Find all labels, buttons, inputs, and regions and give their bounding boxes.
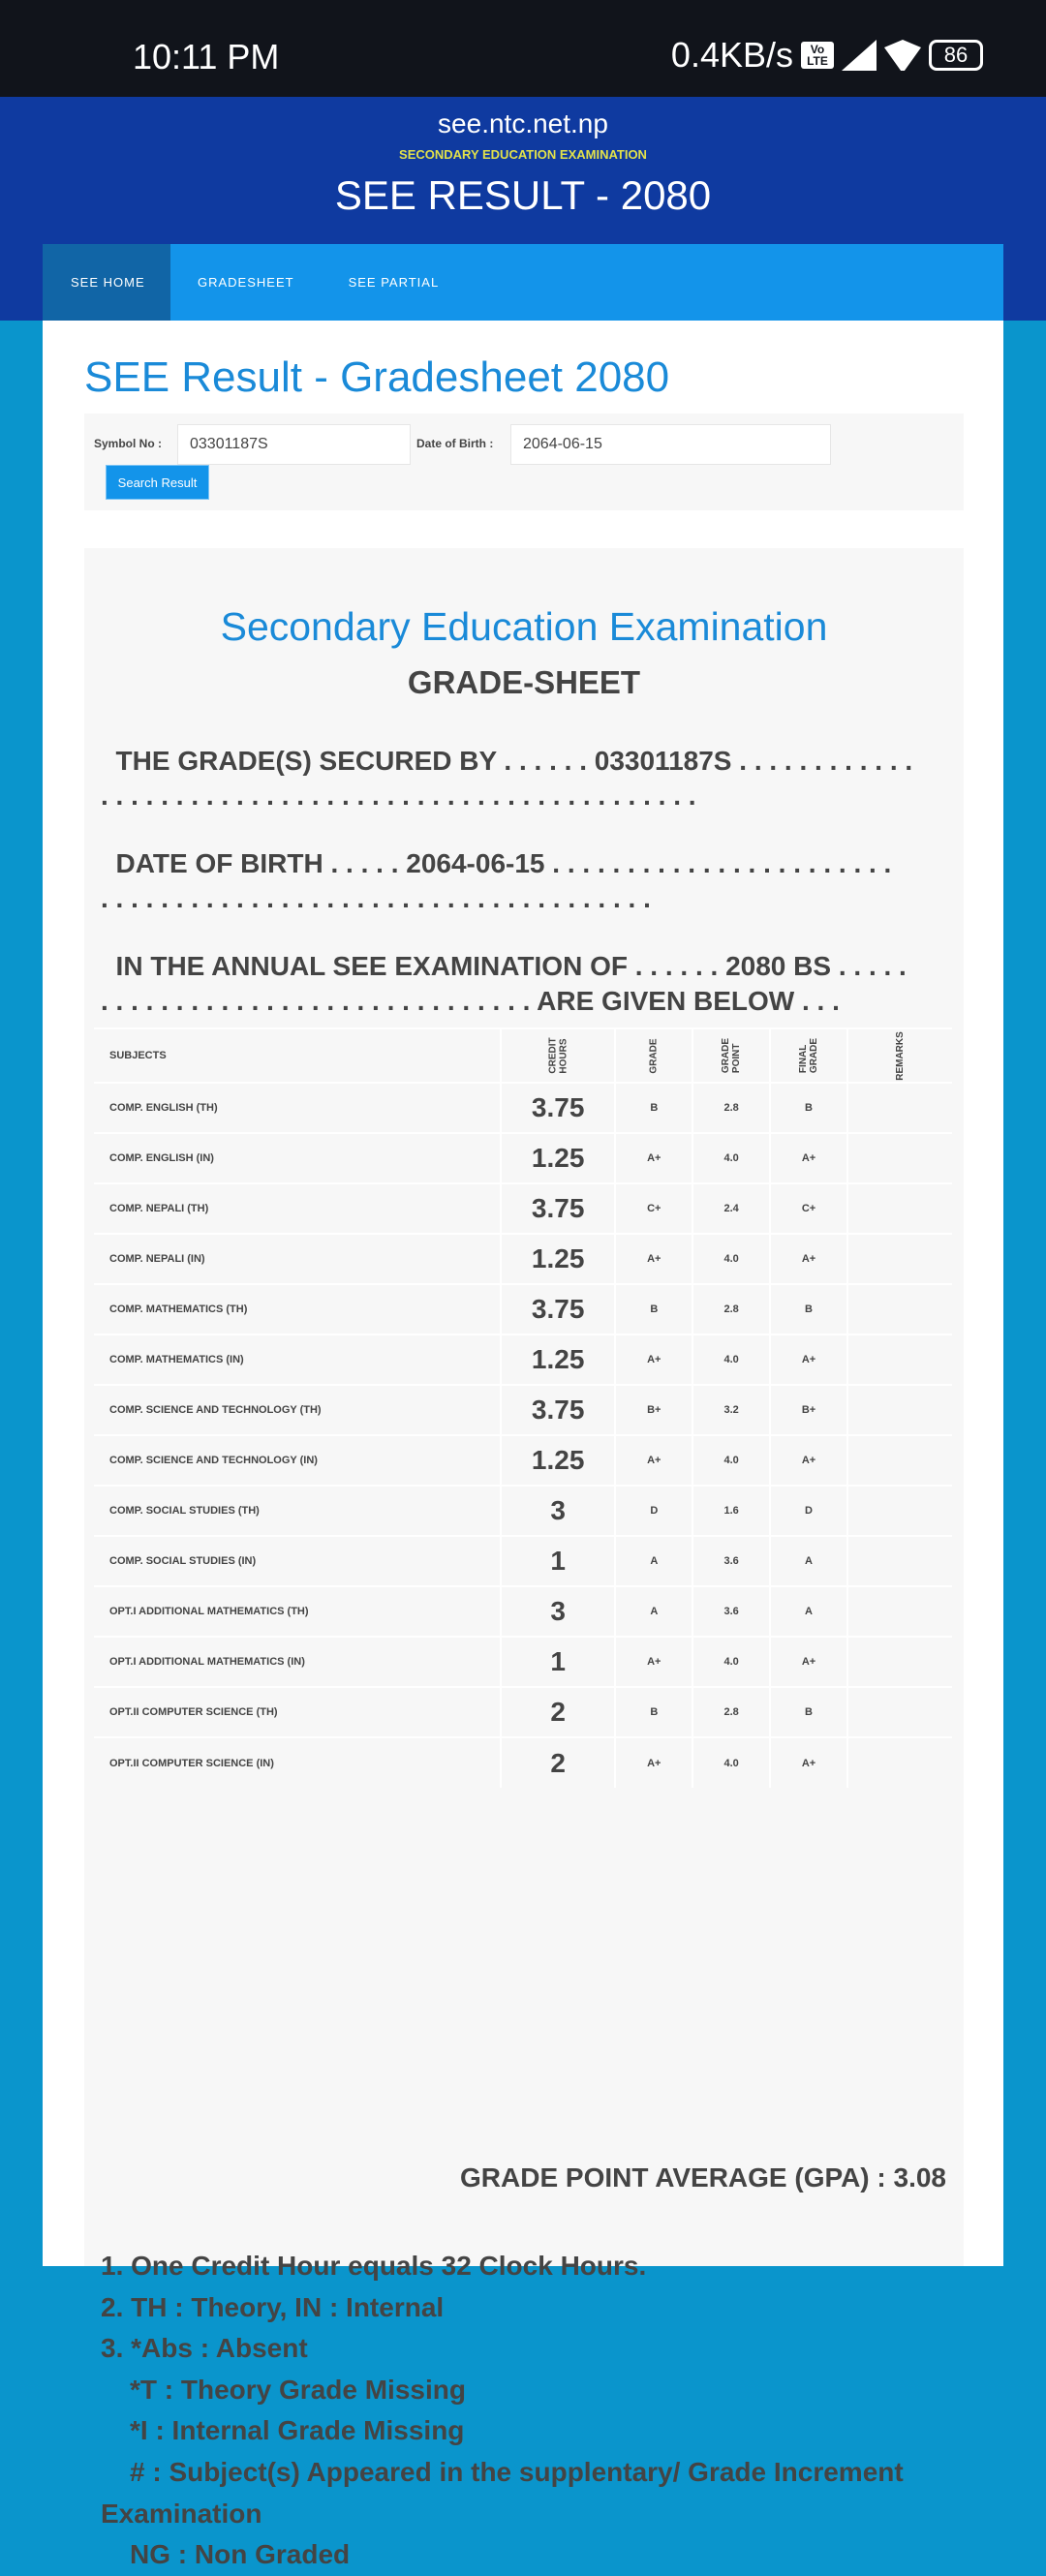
note-line: # : Subject(s) Appeared in the supplentary/ Grade Increment — [130, 2456, 904, 2487]
remarks-cell — [847, 1435, 952, 1486]
subject-cell: COMP. ENGLISH (TH) — [94, 1083, 501, 1133]
column-header — [501, 1028, 615, 1083]
network-speed: 0.4KB/s — [670, 35, 793, 75]
grade-point-cell: 4.0 — [692, 1234, 770, 1284]
final-grade-cell: A+ — [770, 1334, 847, 1385]
grade-point-cell: 3.6 — [692, 1586, 770, 1637]
table-row — [94, 1083, 952, 1133]
grade-point-cell: 2.4 — [692, 1183, 770, 1234]
grade-cell: B — [615, 1284, 692, 1334]
remarks-cell — [847, 1737, 952, 1788]
notes — [101, 2246, 904, 2576]
subject-cell: COMP. MATHEMATICS (IN) — [94, 1334, 501, 1385]
remarks-cell — [847, 1284, 952, 1334]
grade-point-cell: 4.0 — [692, 1334, 770, 1385]
remarks-cell — [847, 1486, 952, 1536]
remarks-cell — [847, 1687, 952, 1737]
grade-cell: A+ — [615, 1334, 692, 1385]
note-line: 3. *Abs : Absent — [101, 2333, 308, 2364]
battery-icon: 86 — [929, 40, 983, 71]
grade-cell: B+ — [615, 1385, 692, 1435]
column-header — [847, 1028, 952, 1083]
nav-see-home[interactable]: SEE HOME — [43, 244, 170, 321]
remarks-cell — [847, 1183, 952, 1234]
grade-cell: B — [615, 1083, 692, 1133]
gpa: GRADE POINT AVERAGE (GPA) : 3.08 — [460, 2162, 946, 2193]
final-grade-cell: A+ — [770, 1435, 847, 1486]
remarks-cell — [847, 1083, 952, 1133]
table-row — [94, 1435, 952, 1486]
subject-cell: OPT.I ADDITIONAL MATHEMATICS (IN) — [94, 1637, 501, 1687]
credit-hours-cell: 1.25 — [501, 1234, 615, 1284]
credit-hours-cell: 1.25 — [501, 1133, 615, 1183]
grade-cell: A+ — [615, 1435, 692, 1486]
remarks-cell — [847, 1133, 952, 1183]
table-row — [94, 1586, 952, 1637]
grade-cell: A+ — [615, 1133, 692, 1183]
wifi-icon — [884, 40, 921, 71]
column-header — [94, 1028, 501, 1083]
grade-cell: A — [615, 1536, 692, 1586]
grade-point-cell: 4.0 — [692, 1435, 770, 1486]
column-header-label: GRADE POINT — [721, 1037, 743, 1074]
subject-cell: COMP. SOCIAL STUDIES (IN) — [94, 1536, 501, 1586]
sheet-heading: Secondary Education Examination — [220, 604, 828, 649]
status-bar — [0, 0, 1046, 97]
note-line: 1. One Credit Hour equals 32 Clock Hours. — [101, 2251, 647, 2281]
credit-hours-cell: 3.75 — [501, 1083, 615, 1133]
table-row — [94, 1687, 952, 1737]
grade-point-cell: 1.6 — [692, 1486, 770, 1536]
credit-hours-cell: 3.75 — [501, 1385, 615, 1435]
sheet-subheading: GRADE-SHEET — [407, 664, 641, 700]
dob-line: DATE OF BIRTH . . . . . 2064-06-15 . . . . . . . . . . . . . . . . . . . . . . . . . . . . . . . . . . . . . . . . . . . . . . . . . . . . . . . . . . . . — [101, 848, 892, 913]
credit-hours-cell: 1 — [501, 1637, 615, 1687]
credit-hours-cell: 3 — [501, 1486, 615, 1536]
final-grade-cell: B — [770, 1284, 847, 1334]
final-grade-cell: A+ — [770, 1637, 847, 1687]
credit-hours-cell: 1 — [501, 1536, 615, 1586]
grades-table — [94, 1027, 952, 1788]
table-row — [94, 1284, 952, 1334]
column-header — [692, 1028, 770, 1083]
exam-line: IN THE ANNUAL SEE EXAMINATION OF . . . . . . 2080 BS . . . . . . . . . . . . . . . . . . . . . . . . . . . . . . . . . . ARE GIVEN BELOW . . . — [101, 951, 907, 1016]
nav-see-partial[interactable]: SEE PARTIAL — [348, 275, 440, 290]
table-row — [94, 1486, 952, 1536]
dob-label: Date of Birth : — [416, 437, 494, 450]
grade-cell: C+ — [615, 1183, 692, 1234]
content-card — [43, 321, 1003, 2570]
final-grade-cell: A+ — [770, 1133, 847, 1183]
final-grade-cell: D — [770, 1486, 847, 1536]
subject-cell: COMP. SOCIAL STUDIES (TH) — [94, 1486, 501, 1536]
page-title: SEE Result - Gradesheet 2080 — [84, 353, 670, 401]
remarks-cell — [847, 1334, 952, 1385]
grade-cell: A+ — [615, 1234, 692, 1284]
grade-point-cell: 4.0 — [692, 1133, 770, 1183]
remarks-cell — [847, 1385, 952, 1435]
column-header-label: GRADE — [648, 1038, 660, 1074]
header-subtitle: SECONDARY EDUCATION EXAMINATION — [399, 147, 647, 162]
credit-hours-cell: 1.25 — [501, 1334, 615, 1385]
search-result-button[interactable]: Search Result — [106, 465, 209, 500]
credit-hours-cell: 2 — [501, 1687, 615, 1737]
subject-cell: OPT.II COMPUTER SCIENCE (IN) — [94, 1737, 501, 1788]
subject-cell: COMP. SCIENCE AND TECHNOLOGY (IN) — [94, 1435, 501, 1486]
volte-icon: Vo LTE — [801, 42, 834, 69]
remarks-cell — [847, 1586, 952, 1637]
remarks-cell — [847, 1536, 952, 1586]
grade-point-cell: 2.8 — [692, 1687, 770, 1737]
note-line: 2. TH : Theory, IN : Internal — [101, 2291, 445, 2322]
column-header — [615, 1028, 692, 1083]
grade-cell: A+ — [615, 1737, 692, 1788]
final-grade-cell: A — [770, 1536, 847, 1586]
table-header — [94, 1028, 952, 1083]
credit-hours-cell: 3.75 — [501, 1284, 615, 1334]
grade-cell: B — [615, 1687, 692, 1737]
subject-cell: COMP. MATHEMATICS (TH) — [94, 1284, 501, 1334]
table-row — [94, 1334, 952, 1385]
final-grade-cell: B — [770, 1083, 847, 1133]
grade-point-cell: 3.6 — [692, 1536, 770, 1586]
grade-point-cell: 2.8 — [692, 1284, 770, 1334]
final-grade-cell: B — [770, 1687, 847, 1737]
subject-cell: COMP. ENGLISH (IN) — [94, 1133, 501, 1183]
credit-hours-cell: 2 — [501, 1737, 615, 1788]
dob-input[interactable] — [510, 424, 831, 465]
remarks-cell — [847, 1637, 952, 1687]
grade-cell: A — [615, 1586, 692, 1637]
grade-sheet — [84, 548, 964, 2570]
grade-cell: D — [615, 1486, 692, 1536]
column-header — [770, 1028, 847, 1083]
symbol-input[interactable] — [177, 424, 411, 465]
nav-bar — [43, 244, 1003, 321]
note-line: NG : Non Graded — [130, 2539, 351, 2570]
credit-hours-cell: 3.75 — [501, 1183, 615, 1234]
subject-cell: COMP. NEPALI (TH) — [94, 1183, 501, 1234]
site-url: see.ntc.net.np — [438, 108, 608, 138]
column-header-label: FINAL GRADE — [798, 1037, 819, 1074]
final-grade-cell: A+ — [770, 1234, 847, 1284]
note-line: *I : Internal Grade Missing — [130, 2415, 465, 2446]
subject-cell: OPT.II COMPUTER SCIENCE (TH) — [94, 1687, 501, 1737]
note-line: Examination — [101, 2498, 262, 2529]
table-row — [94, 1637, 952, 1687]
table-row — [94, 1737, 952, 1788]
table-row — [94, 1234, 952, 1284]
table-row — [94, 1536, 952, 1586]
subject-cell: COMP. NEPALI (IN) — [94, 1234, 501, 1284]
cell-signal-icon — [842, 40, 877, 71]
header-title: SEE RESULT - 2080 — [334, 172, 712, 218]
column-header-label: REMARKS — [894, 1031, 906, 1081]
grade-point-cell: 3.2 — [692, 1385, 770, 1435]
grade-point-cell: 4.0 — [692, 1637, 770, 1687]
table-row — [94, 1133, 952, 1183]
final-grade-cell: A — [770, 1586, 847, 1637]
nav-gradesheet[interactable]: GRADESHEET — [198, 275, 294, 290]
column-header-label: CREDIT HOURS — [547, 1037, 569, 1074]
subject-cell: COMP. SCIENCE AND TECHNOLOGY (TH) — [94, 1385, 501, 1435]
grade-point-cell: 2.8 — [692, 1083, 770, 1133]
secured-by-line: THE GRADE(S) SECURED BY . . . . . . 03301187S . . . . . . . . . . . . . . . . . . . . . . . . . . . . . . . . . . . . . . . . . . . . . . . . . . . . — [101, 746, 913, 811]
final-grade-cell: C+ — [770, 1183, 847, 1234]
table-row — [94, 1183, 952, 1234]
clock: 10:11 PM — [133, 37, 280, 77]
remarks-cell — [847, 1234, 952, 1284]
symbol-label: Symbol No : — [94, 437, 163, 450]
credit-hours-cell: 1.25 — [501, 1435, 615, 1486]
credit-hours-cell: 3 — [501, 1586, 615, 1637]
subject-cell: OPT.I ADDITIONAL MATHEMATICS (TH) — [94, 1586, 501, 1637]
final-grade-cell: A+ — [770, 1737, 847, 1788]
final-grade-cell: B+ — [770, 1385, 847, 1435]
search-form — [84, 414, 964, 510]
note-line: *T : Theory Grade Missing — [130, 2374, 466, 2405]
column-header-label: SUBJECTS — [109, 1050, 167, 1061]
grade-point-cell: 4.0 — [692, 1737, 770, 1788]
grade-cell: A+ — [615, 1637, 692, 1687]
table-row — [94, 1385, 952, 1435]
